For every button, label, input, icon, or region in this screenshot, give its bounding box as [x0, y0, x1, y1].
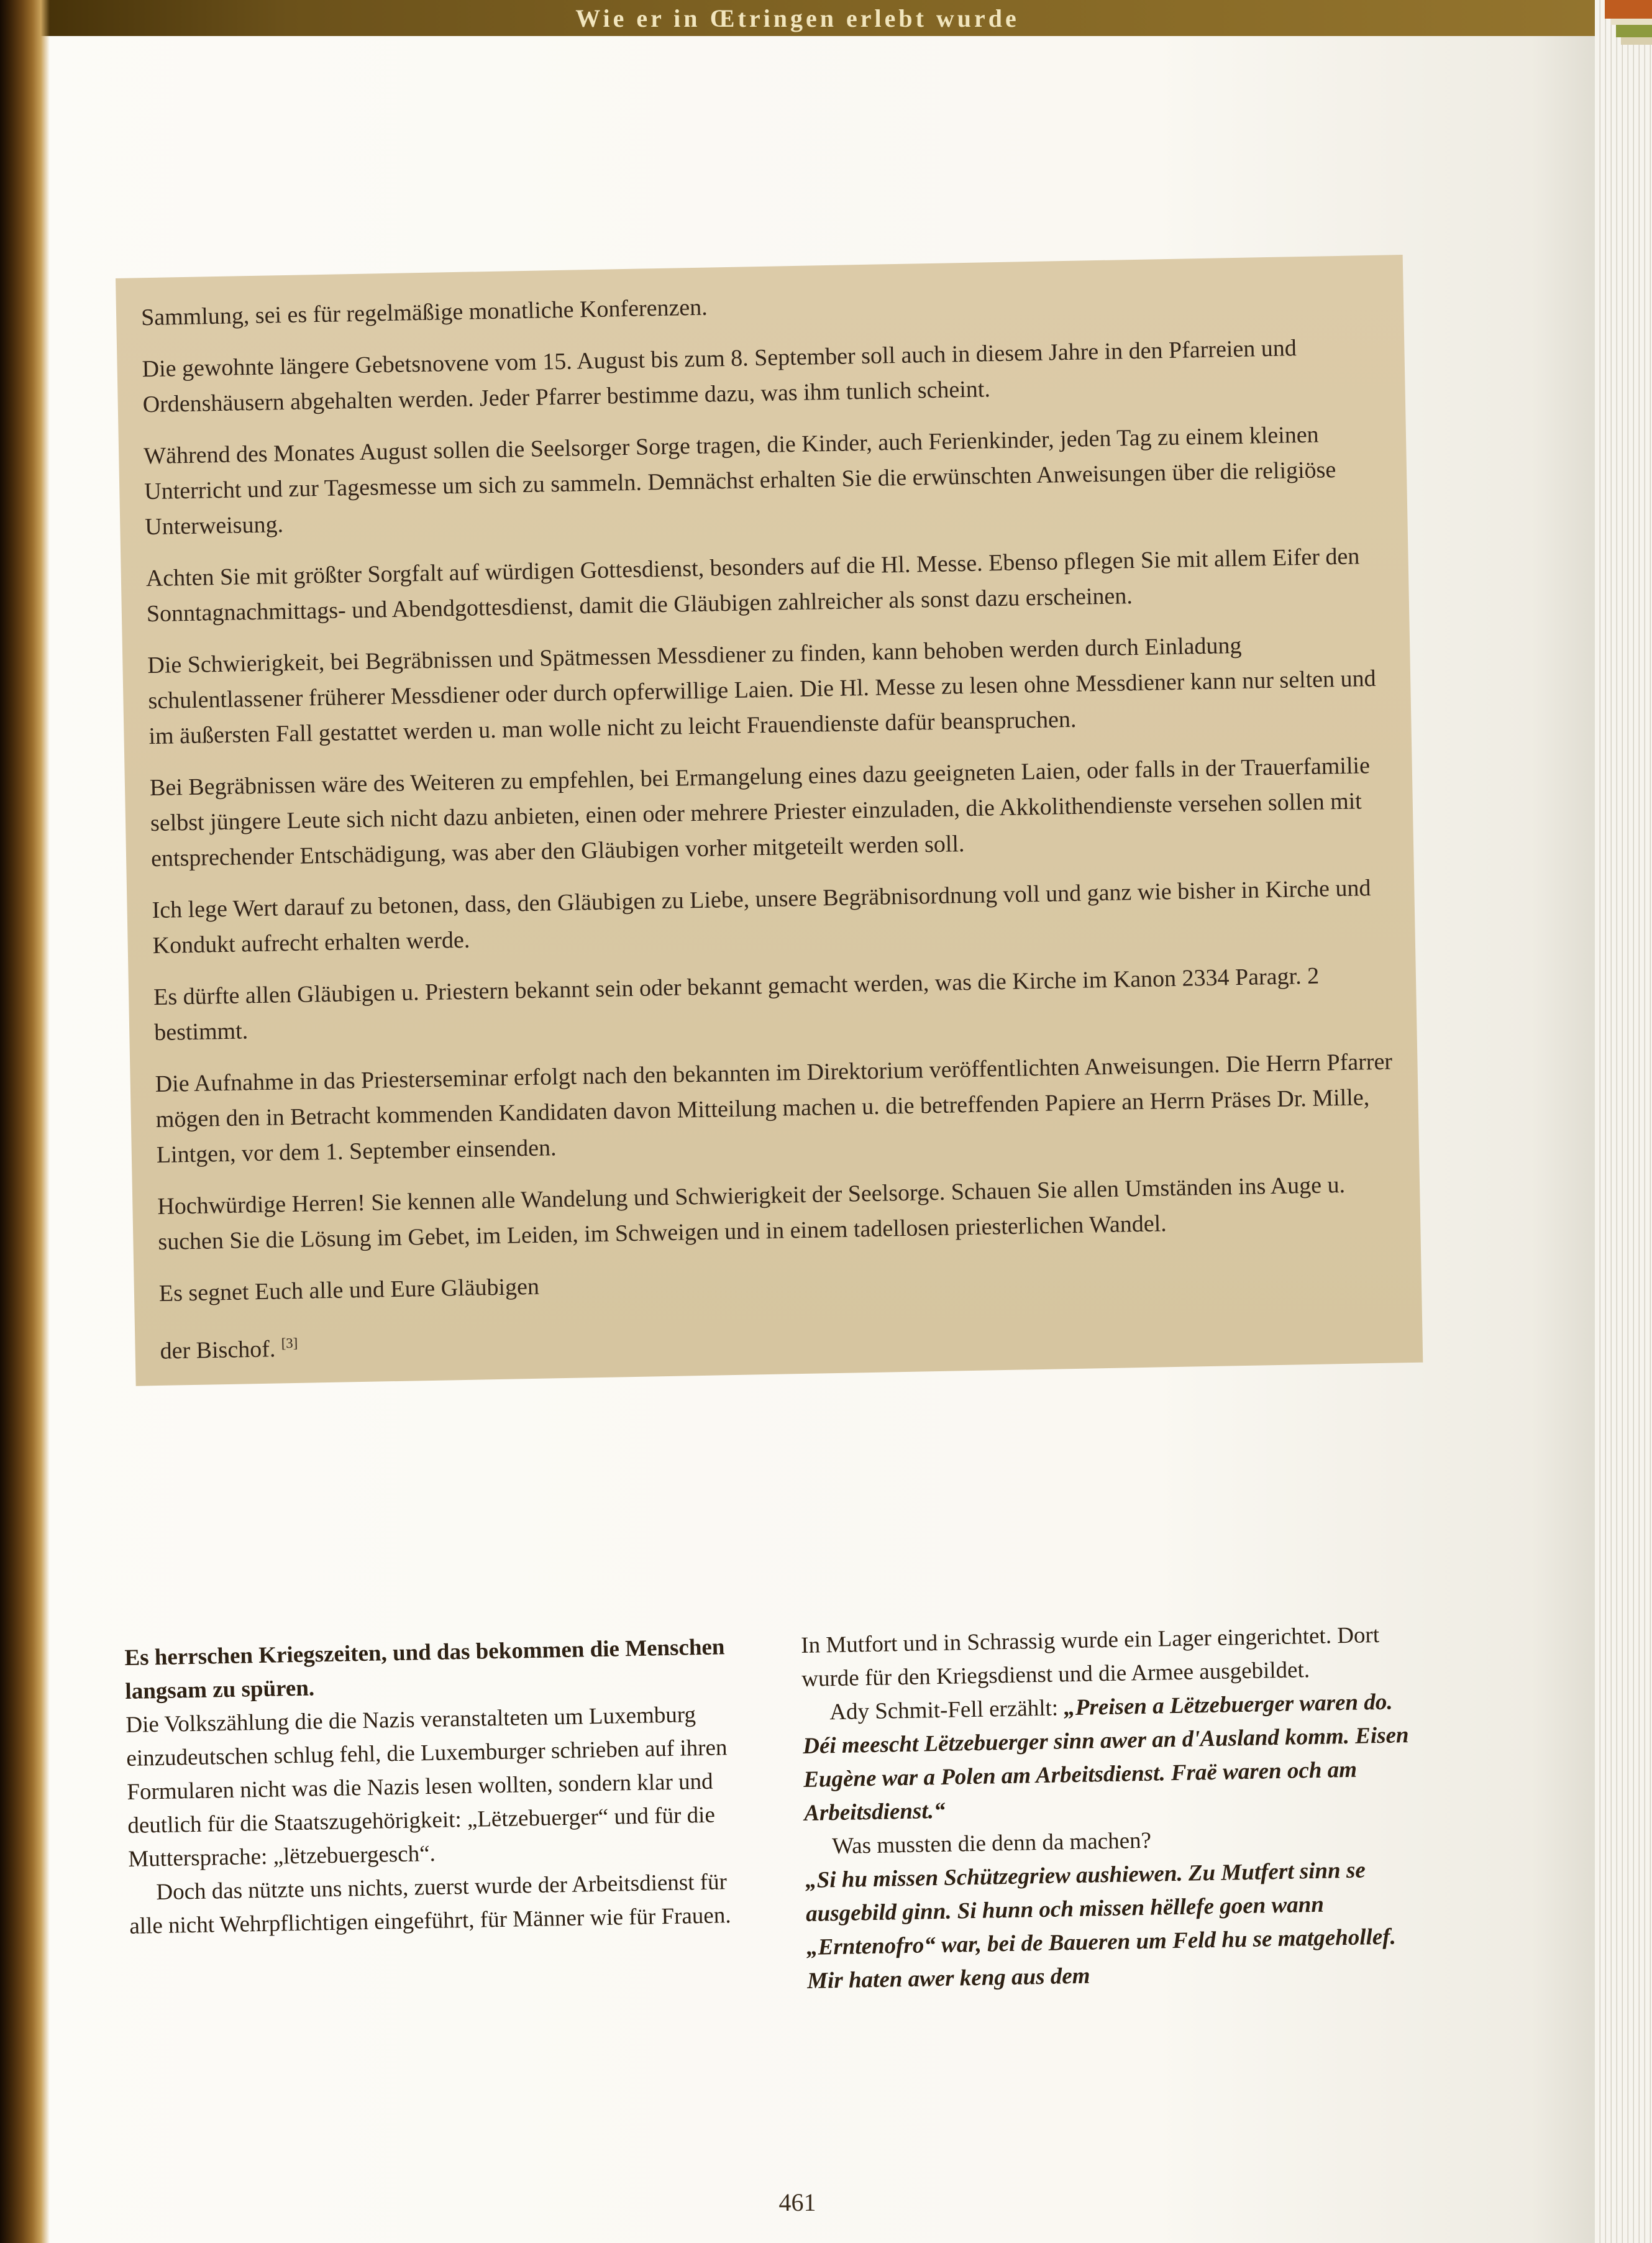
body-paragraph: Die Volkszählung die die Nazis veranstalteten um Luxemburg einzudeutschen schlug fehl, die Luxemburger schrieben auf ihren Formularen nicht was die Nazis lesen wollten, sondern klar und deutlich für die Staatszugehörigkeit: „Lëtzebuerger“ und für die Muttersprache: „lëtzebuergesch“. — [125, 1702, 728, 1872]
section-heading: Es herrschen Kriegszeiten, und das bekommen die Menschen langsam zu spüren. — [124, 1634, 725, 1704]
page-number: 461 — [778, 2188, 816, 2216]
text-run: Ady Schmit-Fell erzählt: — [829, 1695, 1064, 1725]
letter-paragraph: Während des Monates August sollen die Seelsorger Sorge tragen, die Kinder, auch Ferienkinder, jeden Tag zu einem kleinen Unterricht und zur Tagesmesse um sich zu sammeln. Demnächst erhalten Sie die erwünschten Anweisungen über die religiöse Unterweisung. — [143, 421, 1336, 541]
page-edge-tab-green — [1616, 25, 1652, 37]
page-edge-tab-cream — [1611, 19, 1652, 25]
page-edge-tab-sand — [1621, 37, 1652, 45]
letter-paragraph: Es dürfte allen Gläubigen u. Priestern bekannt sein oder bekannt gemacht werden, was die Kirche im Kanon 2334 Paragr. 2 bestimmt. — [153, 962, 1320, 1046]
two-column-section — [124, 1618, 1418, 2011]
page-edge-tab-orange — [1605, 0, 1652, 19]
right-column — [801, 1618, 1418, 1998]
chapter-title: Wie er in Œtringen erlebt wurde — [575, 4, 1020, 32]
letter-paragraph: Sammlung, sei es für regelmäßige monatliche Konferenzen. — [140, 294, 708, 331]
letter-paragraph — [160, 1305, 1398, 1369]
letter-paragraph: Bei Begräbnissen wäre des Weiteren zu empfehlen, bei Ermangelung eines dazu geeigneten Laien, oder falls in der Trauerfamilie selbst jüngere Leute sich nicht dazu anbieten, einen oder mehrere Priester einzuladen, die Akkolithendienste versehen sollen mit entsprechender Entschädigung, was aber den Gläubigen vorher mitgeteilt werden soll. — [149, 752, 1371, 872]
body-paragraph: „Si hu missen Schützegriew aushiewen. Zu Mutfert sinn se ausgebild ginn. Si hunn och missen hëllefe goen wann „Erntenofro“ war, bei de Baueren um Feld hu se matgehollef. Mir haten awer keng aus dem — [805, 1857, 1397, 1994]
chapter-header-band — [0, 0, 1595, 36]
left-column-paragraphs — [125, 1697, 741, 1944]
body-paragraph: Was mussten die denn da machen? — [831, 1827, 1152, 1860]
page-stack-edge — [1595, 0, 1652, 2243]
letter-paragraph: Hochwürdige Herren! Sie kennen alle Wandelung und Schwierigkeit der Seelsorge. Schauen Sie allen Umständen ins Auge u. suchen Sie die Lösung im Gebet, im Leiden, im Schweigen und in einem tadellosen priesterlichen Wandel. — [157, 1171, 1346, 1256]
letter-paragraph: Die Aufnahme in das Priesterseminar erfolgt nach den bekannten im Direktorium veröffentlichten Anweisungen. Die Herrn Pfarrer mögen den in Betracht kommenden Kandidaten davon Mitteilung machen u. die betreffenden Papiere an Herrn Präses Dr. Mille, Lintgen, vor dem 1. September einsenden. — [155, 1048, 1393, 1169]
letter-paragraph: Die gewohnte längere Gebetsnovene vom 15. August bis zum 8. September soll auch in diesem Jahre in den Pfarreien und Ordenshäusern abgehalten werden. Jeder Pfarrer bestimme dazu, was ihm tunlich scheint. — [142, 335, 1297, 418]
book-spine-edge — [0, 0, 50, 2243]
pastoral-letter-quote — [116, 255, 1423, 1386]
letter-paragraph: Achten Sie mit größter Sorgfalt auf würdigen Gottesdienst, besonders auf die Hl. Messe. Ebenso pflegen Sie mit allem Eifer den Sonntagnachmittags- und Abendgottesdienst, damit die Gläubigen zahlreicher als sonst dazu erscheinen. — [145, 543, 1360, 628]
body-paragraph: Doch das nützte uns nichts, zuerst wurde der Arbeitsdienst für alle nicht Wehrpflichtigen eingeführt, für Männer wie für Frauen. — [129, 1869, 731, 1939]
left-column — [124, 1630, 742, 2011]
text-run: der Bischof. — [160, 1336, 282, 1364]
letter-paragraph: Die Schwierigkeit, bei Begräbnissen und Spätmessen Messdiener zu finden, kann behoben werden durch Einladung schulentlassener früherer Messdiener oder durch opferwillige Laien. Die Hl. Messe zu lesen ohne Messdiener kann nur selten und im äußersten Fall gestattet werden u. man wolle nicht zu leicht Frauendienste dafür beanspruchen. — [147, 632, 1376, 750]
dialect-quote: „Preisen a Lëtzebuerger waren do. Déi meescht Lëtzebuerger sinn awer an d'Ausland komm. Eisen Eugène war a Polen am Arbeitsdienst. Fraë waren och am Arbeitsdienst.“ — [802, 1689, 1409, 1826]
body-paragraph — [802, 1685, 1415, 1830]
letter-paragraph: Ich lege Wert darauf zu betonen, dass, den Gläubigen zu Liebe, unsere Begräbnisordnung voll und ganz wie bisher in Kirche und Kondukt aufrecht erhalten werde. — [152, 875, 1371, 959]
footnote-ref: [3] — [281, 1335, 298, 1351]
right-column-paragraphs — [801, 1618, 1418, 1998]
body-paragraph: In Mutfort und in Schrassig wurde ein Lager eingerichtet. Dort wurde für den Kriegsdienst und die Armee ausgebildet. — [800, 1622, 1380, 1693]
letter-paragraph: Es segnet Euch alle und Eure Gläubigen — [158, 1273, 540, 1307]
